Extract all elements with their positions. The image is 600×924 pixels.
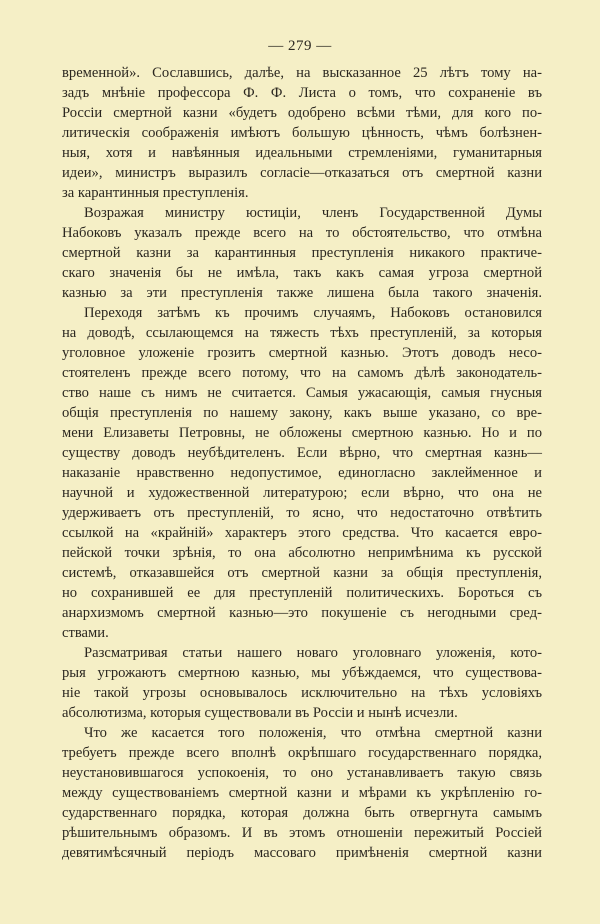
text-line: Что же касается того положенія, что отмѣна смертной казни (84, 725, 542, 741)
text-line: научной и художественной литературою; если вѣрно, что она не (62, 485, 542, 501)
text-line: ствами. (62, 625, 109, 641)
page-number: — 279 — (268, 38, 332, 54)
text-line: идеи», министръ выразилъ согласіе—отказаться отъ смертной казни (62, 165, 542, 181)
text-line: системѣ, отказавшейся отъ смертной казни за общія преступленія, (62, 565, 542, 581)
text-line: удерживаетъ отъ преступленій, то ясно, что недостаточно отвѣтить (62, 505, 542, 521)
text-line: уголовное уложеніе грозитъ смертной казнью. Этотъ доводъ несо- (62, 345, 542, 361)
text-line: анархизмомъ смертной казнью—это покушеніе съ негодными сред- (62, 605, 542, 621)
text-line: стоятеленъ прежде всего потому, что на самомъ дѣлѣ законодатель- (62, 365, 542, 381)
body-text (62, 63, 542, 863)
text-line: но сохранившей ее для преступленій политическихъ. Бороться съ (62, 585, 542, 601)
text-line: литическія соображенія имѣютъ большую цѣнность, чѣмъ болѣзнен- (62, 125, 542, 141)
text-line: задъ мнѣніе профессора Ф. Ф. Листа о томъ, что сохраненіе въ (62, 85, 542, 101)
text-line: существу доводъ неубѣдителенъ. Если вѣрно, что смертная казнь— (62, 445, 542, 461)
text-line: ныя, хотя и навѣянныя идеальными стремленіями, гуманитарныя (62, 145, 542, 161)
paragraph (62, 303, 542, 643)
paragraph (62, 63, 542, 203)
text-line: девятимѣсячный періодъ массоваго примѣненія смертной казни (62, 845, 542, 861)
text-line: пейской точки зрѣнія, то она абсолютно непримѣнима къ русской (62, 545, 542, 561)
text-line: Набоковъ указалъ прежде всего на то обстоятельство, что отмѣна (62, 225, 542, 241)
text-line: скаго значенія бы не имѣла, такъ какъ самая угроза смертной (62, 265, 542, 281)
text-line: временной». Сославшись, далѣе, на высказанное 25 лѣтъ тому на- (62, 65, 542, 81)
text-line: сударственнаго порядка, которая должна быть отвергнута самымъ (62, 805, 542, 821)
text-line: наказаніе нравственно недопустимое, единогласно заклейменное и (62, 465, 542, 481)
text-line: абсолютизма, которыя существовали въ Россіи и нынѣ исчезли. (62, 705, 458, 721)
text-line: Возражая министру юстиціи, членъ Государственной Думы (84, 205, 542, 221)
text-line: требуетъ прежде всего вполнѣ окрѣпшаго государственнаго порядка, (62, 745, 542, 761)
text-line: неустановившагося успокоенія, то оно устанавливаетъ такую связь (62, 765, 542, 781)
text-line: ство наше съ нимъ не считается. Самыя ужасающія, самыя гнусныя (62, 385, 542, 401)
text-line: Россіи смертной казни «будетъ одобрено всѣми тѣми, для кого по- (62, 105, 542, 121)
text-line: между существованіемъ смертной казни и мѣрами къ укрѣпленію го- (62, 785, 542, 801)
text-line: общія преступленія по нашему закону, какъ выше указано, со вре- (62, 405, 542, 421)
text-line: мени Елизаветы Петровны, не обложены смертною казнью. Но и по (62, 425, 542, 441)
text-line: за карантинныя преступленія. (62, 185, 249, 201)
text-line: Разсматривая статьи нашего новаго уголовнаго уложенія, кото- (84, 645, 542, 661)
text-line: казнью за эти преступленія также лишена была такого значенія. (62, 285, 542, 301)
text-line: ссылкой на «крайній» характеръ этого средства. Что касается евро- (62, 525, 542, 541)
text-line: рѣшительнымъ образомъ. И въ этомъ отношеніи пережитый Россіей (62, 825, 542, 841)
text-line: на доводѣ, ссылающемся на тяжесть тѣхъ преступленій, за которыя (62, 325, 542, 341)
text-line: Переходя затѣмъ къ прочимъ случаямъ, Набоковъ остановился (84, 305, 542, 321)
paragraph (62, 643, 542, 723)
text-line: рыя угрожаютъ смертною казнью, мы убѣждаемся, что существова- (62, 665, 542, 681)
text-line: ніе такой угрозы основывалось исключительно на тѣхъ условіяхъ (62, 685, 542, 701)
paragraph (62, 723, 542, 863)
text-line: смертной казни за карантинныя преступленія никакого практиче- (62, 245, 542, 261)
paragraph (62, 203, 542, 303)
